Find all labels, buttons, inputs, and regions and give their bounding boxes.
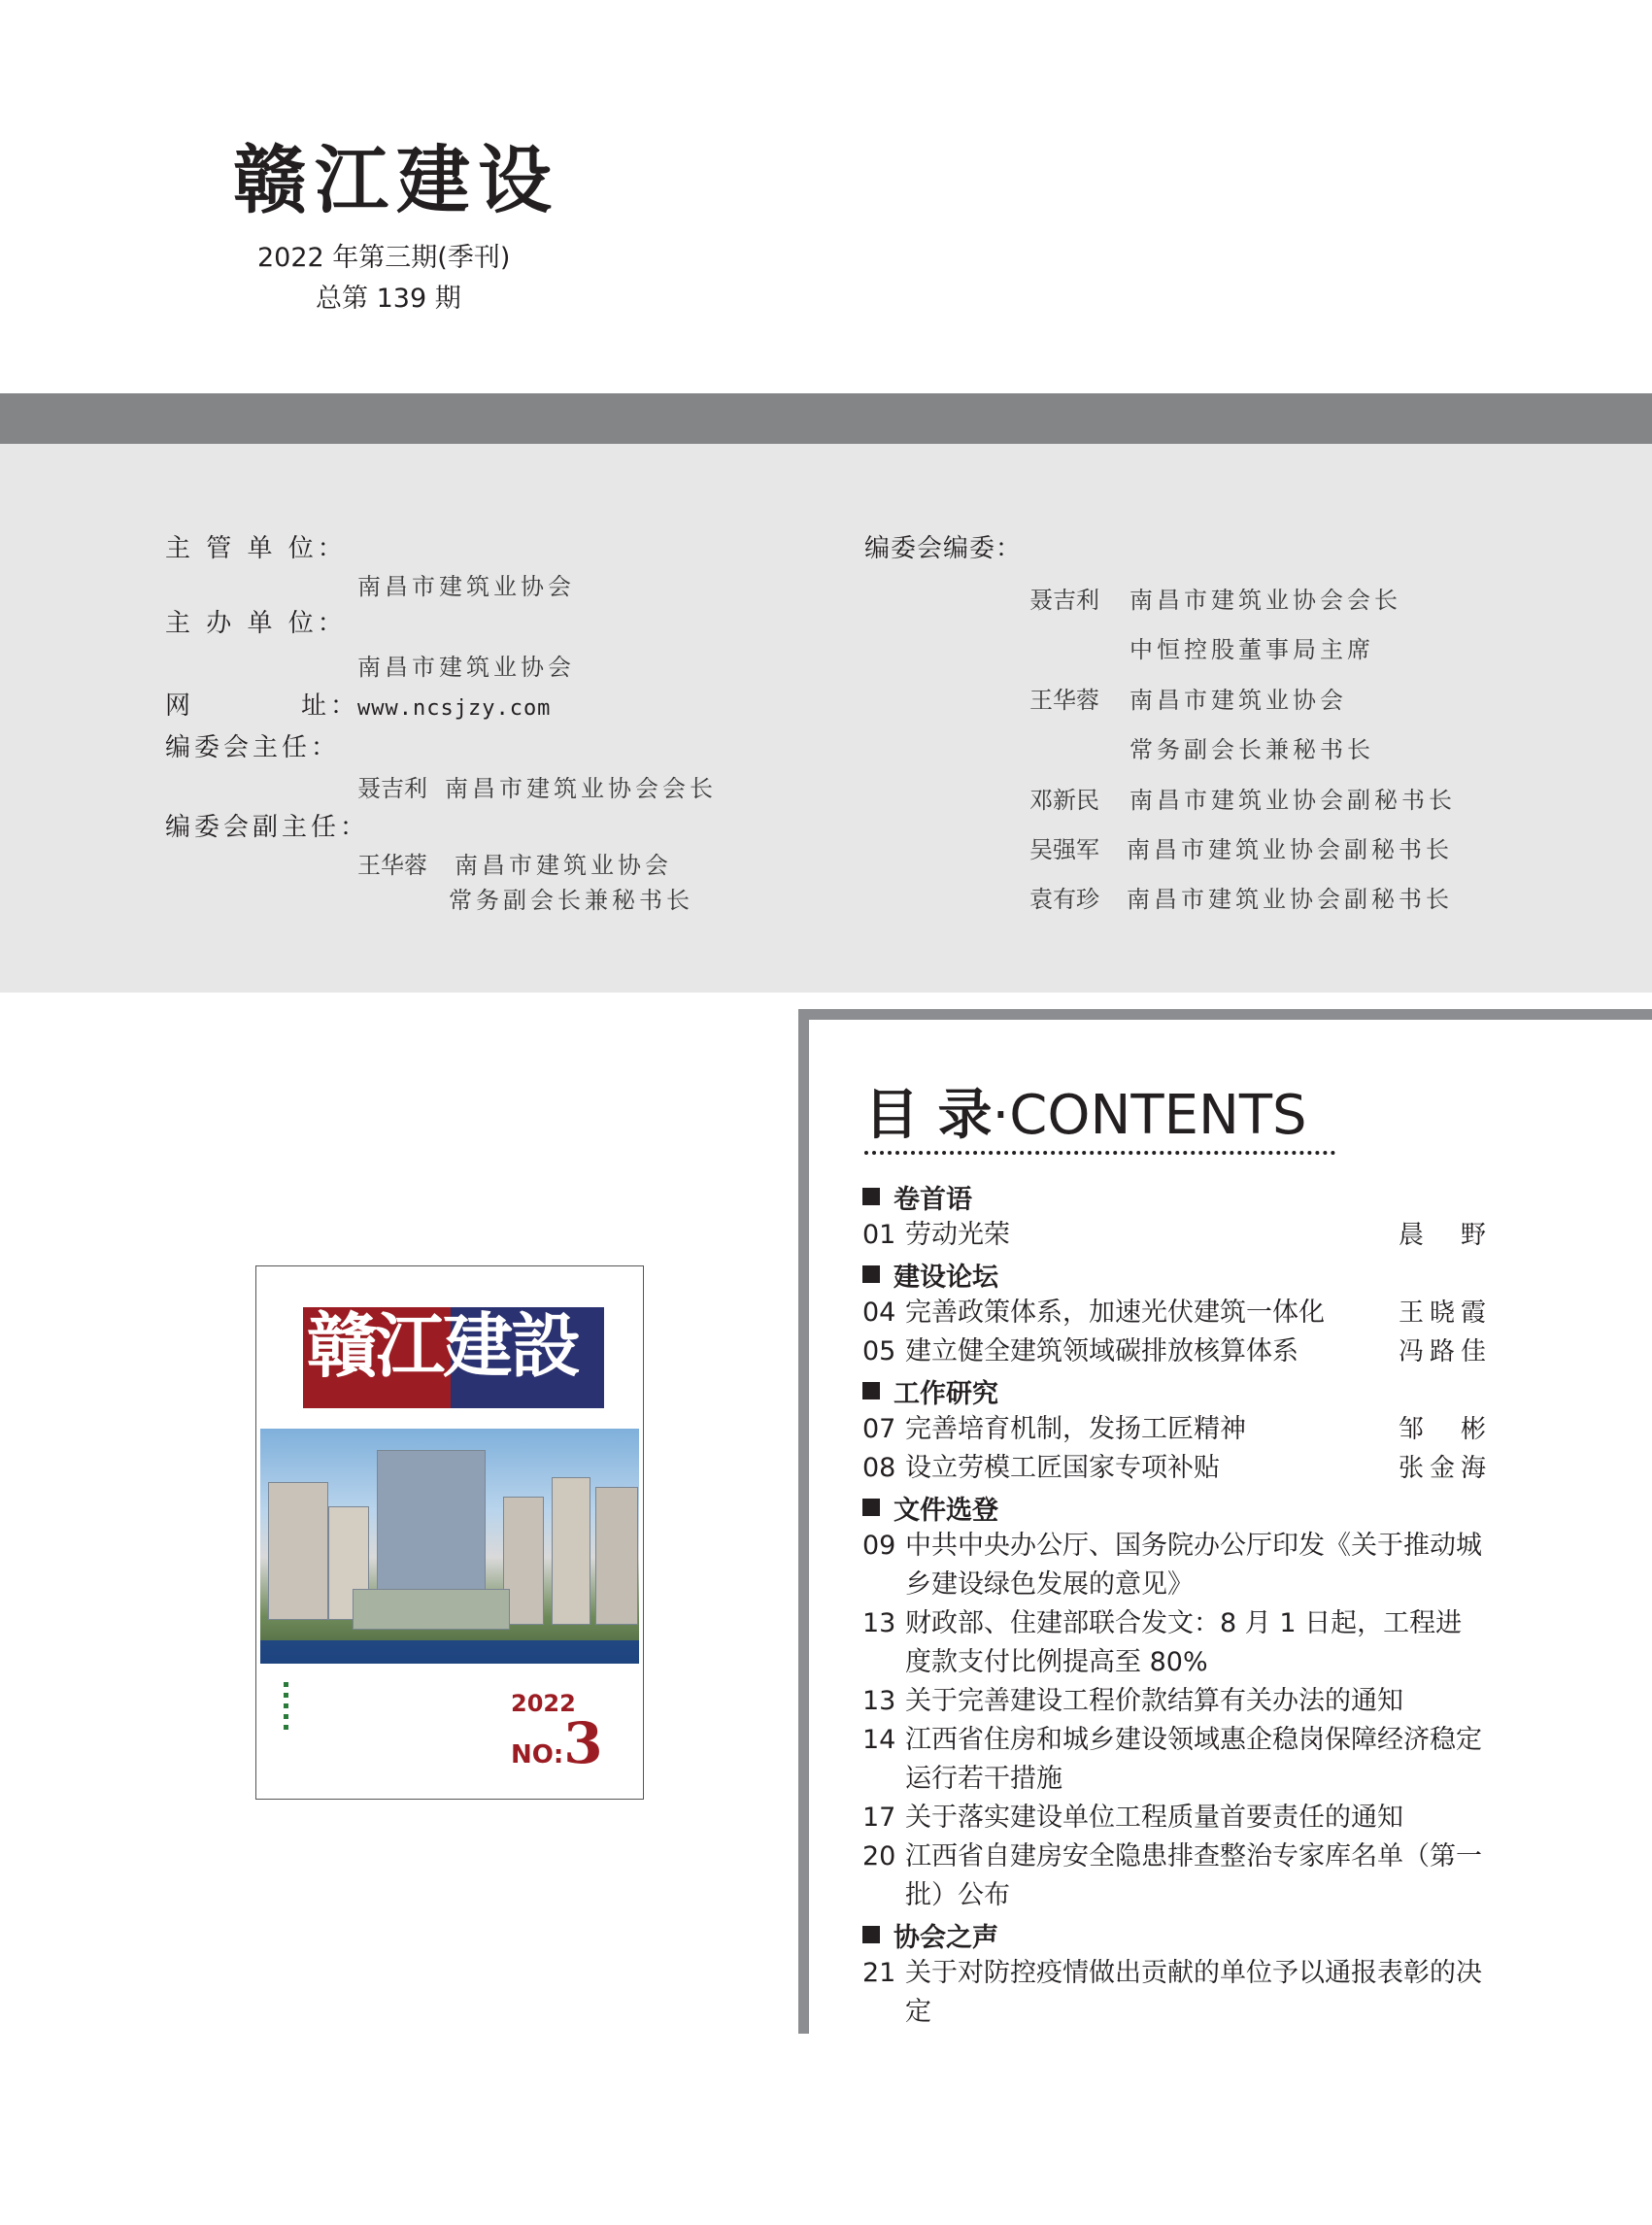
committee-member-title: 常务副会长兼秘书长 bbox=[1129, 736, 1374, 763]
committee-member-title: 南昌市建筑业协会副秘书长 bbox=[1129, 787, 1456, 814]
committee-member-name: 邓新民 bbox=[1029, 787, 1099, 814]
cover-caption bbox=[260, 1640, 639, 1664]
total-issue-label: 总第 139 期 bbox=[316, 284, 461, 314]
supervisor-value: 南昌市建筑业协会 bbox=[357, 573, 575, 600]
committee-member-title: 南昌市建筑业协会副秘书长 bbox=[1127, 836, 1453, 863]
header-band bbox=[0, 393, 1652, 444]
cover-thumbnail[interactable] bbox=[255, 1265, 644, 1800]
director-label: 编委会主任： bbox=[165, 733, 341, 762]
magazine-title: 赣江建设 bbox=[233, 137, 559, 223]
square-bullet-icon bbox=[862, 1265, 880, 1283]
toc-item[interactable]: 17 关于落实建设单位工程质量首要责任的通知 bbox=[862, 1803, 1403, 1833]
committee-member-name: 吴强军 bbox=[1029, 836, 1099, 863]
website-link[interactable]: www.ncsjzy.com bbox=[357, 696, 552, 721]
contents-list bbox=[862, 1177, 1486, 2032]
director-title: 南昌市建筑业协会会长 bbox=[445, 775, 717, 802]
vice-director-label: 编委会副主任： bbox=[165, 813, 370, 842]
director-name: 聂吉利 bbox=[357, 775, 427, 802]
vice-director-name: 王华蓉 bbox=[357, 852, 427, 879]
committee-label: 编委会编委： bbox=[864, 534, 1023, 563]
info-panel bbox=[0, 444, 1652, 993]
toc-section: 卷首语 bbox=[862, 1177, 1486, 1216]
square-bullet-icon bbox=[862, 1926, 880, 1943]
website-label: 网 址： bbox=[165, 691, 359, 721]
committee-member-title: 南昌市建筑业协会 bbox=[1129, 687, 1347, 714]
committee-member-title: 南昌市建筑业协会副秘书长 bbox=[1127, 886, 1453, 913]
toc-item[interactable]: 01 劳动光荣 晨野 bbox=[862, 1220, 1486, 1250]
toc-item[interactable]: 08 设立劳模工匠国家专项补贴 张金海 bbox=[862, 1453, 1486, 1483]
supervisor-label: 主 管 单 位： bbox=[165, 534, 347, 563]
contents-divider bbox=[864, 1151, 1335, 1155]
toc-item[interactable]: 04 完善政策体系，加速光伏建筑一体化 王晓霞 bbox=[862, 1298, 1486, 1328]
contents-heading: 目 录·CONTENTS bbox=[864, 1083, 1307, 1147]
cover-bullets bbox=[284, 1679, 478, 1733]
toc-item[interactable]: 07 完善培育机制，发扬工匠精神 邹彬 bbox=[862, 1414, 1486, 1444]
toc-item[interactable]: 09 中共中央办公厅、国务院办公厅印发《关于推动城乡建设绿色发展的意见》 bbox=[862, 1531, 1482, 1600]
vice-director-title: 常务副会长兼秘书长 bbox=[449, 887, 693, 914]
committee-member-title: 南昌市建筑业协会会长 bbox=[1129, 587, 1401, 614]
vice-director-title: 南昌市建筑业协会 bbox=[455, 852, 672, 879]
toc-section: 协会之声 bbox=[862, 1915, 1486, 1954]
toc-section: 文件选登 bbox=[862, 1488, 1486, 1527]
committee-member-title: 中恒控股董事局主席 bbox=[1129, 636, 1374, 663]
contents-frame-left bbox=[798, 1009, 809, 2034]
committee-member-name: 王华蓉 bbox=[1029, 687, 1099, 714]
square-bullet-icon bbox=[862, 1499, 880, 1516]
square-bullet-icon bbox=[862, 1382, 880, 1399]
contents-frame-top bbox=[798, 1009, 1652, 1020]
toc-section: 建设论坛 bbox=[862, 1255, 1486, 1294]
committee-member-name: 聂吉利 bbox=[1029, 587, 1099, 614]
toc-item[interactable]: 13 财政部、住建部联合发文：8 月 1 日起，工程进度款支付比例提高至 80% bbox=[862, 1608, 1463, 1677]
toc-item[interactable]: 21 关于对防控疫情做出贡献的单位予以通报表彰的决定 bbox=[862, 1958, 1482, 2027]
toc-section: 工作研究 bbox=[862, 1371, 1486, 1410]
cover-title: 贛江建設 bbox=[307, 1304, 580, 1387]
organizer-value: 南昌市建筑业协会 bbox=[357, 654, 575, 681]
issue-label: 2022 年第三期(季刊) bbox=[257, 243, 511, 273]
committee-member-name: 袁有珍 bbox=[1029, 886, 1099, 913]
cover-issue-number: 2022 NO:3 bbox=[511, 1690, 603, 1776]
toc-item[interactable]: 05 建立健全建筑领域碳排放核算体系 冯路佳 bbox=[862, 1336, 1486, 1366]
toc-item[interactable]: 20 江西省自建房安全隐患排查整治专家库名单（第一批）公布 bbox=[862, 1841, 1482, 1910]
organizer-label: 主 办 单 位： bbox=[165, 609, 347, 638]
toc-item[interactable]: 13 关于完善建设工程价款结算有关办法的通知 bbox=[862, 1686, 1403, 1716]
toc-item[interactable]: 14 江西省住房和城乡建设领域惠企稳岗保障经济稳定运行若干措施 bbox=[862, 1725, 1482, 1794]
cover-photo bbox=[260, 1429, 639, 1664]
square-bullet-icon bbox=[862, 1188, 880, 1205]
